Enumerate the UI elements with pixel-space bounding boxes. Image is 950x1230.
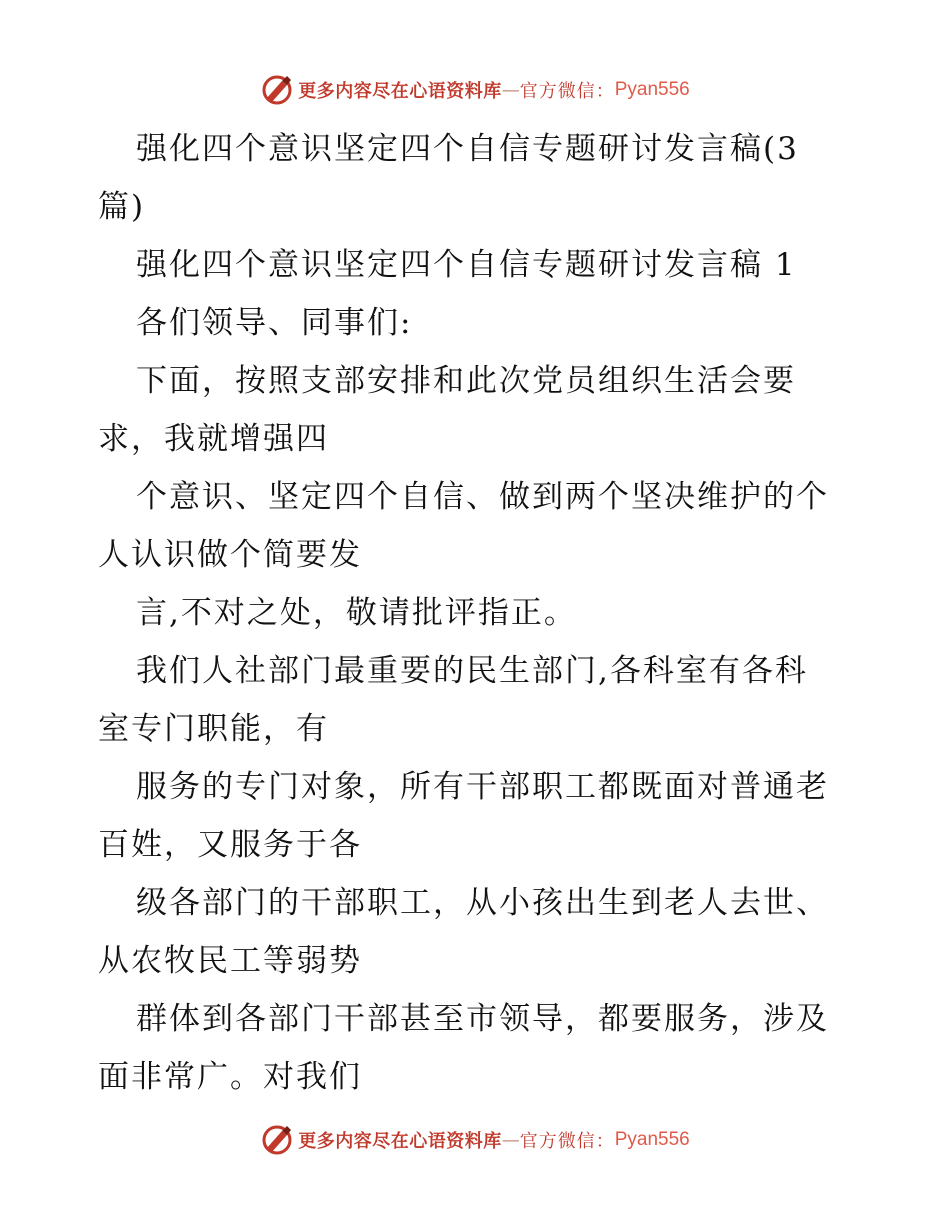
- pen-logo-icon: [260, 73, 294, 107]
- body-line: 百姓，又服务于各: [98, 827, 362, 863]
- body-line: 从农牧民工等弱势: [98, 943, 362, 979]
- pen-logo-icon: [260, 1123, 294, 1157]
- banner-site-text: 更多内容尽在心语资料库: [298, 1131, 502, 1152]
- body-line: 室专门职能，有: [98, 711, 329, 747]
- banner-wechat-id: Pyan556: [614, 79, 690, 100]
- body-line: 言,不对之处，敬请批评指正。: [136, 595, 577, 631]
- title-line: 强化四个意识坚定四个自信专题研讨发言稿(3: [136, 131, 799, 167]
- document-body: [98, 120, 858, 1106]
- footer-banner: [0, 1120, 950, 1160]
- banner-wechat-label: 官方微信：: [519, 81, 615, 102]
- body-line: 下面，按照支部安排和此次党员组织生活会要: [136, 363, 796, 399]
- body-line: 群体到各部门干部甚至市领导，都要服务，涉及: [136, 1001, 829, 1037]
- banner-separator: —: [501, 1129, 520, 1151]
- banner-separator: —: [501, 79, 520, 101]
- body-line: 个意识、坚定四个自信、做到两个坚决维护的个: [136, 479, 829, 515]
- body-line: 人认识做个简要发: [98, 537, 362, 573]
- title-line-cont: 篇): [98, 189, 146, 225]
- body-line: 面非常广。对我们: [98, 1059, 362, 1095]
- subtitle-line: 强化四个意识坚定四个自信专题研讨发言稿 1: [136, 247, 797, 283]
- header-banner: [0, 70, 950, 110]
- banner-wechat-id: Pyan556: [614, 1129, 690, 1150]
- banner-wechat-label: 官方微信：: [519, 1131, 615, 1152]
- body-line: 服务的专门对象，所有干部职工都既面对普通老: [136, 769, 829, 805]
- body-line: 求，我就增强四: [98, 421, 329, 457]
- body-line: 我们人社部门最重要的民生部门,各科室有各科: [136, 653, 808, 689]
- body-line: 级各部门的干部职工，从小孩出生到老人去世、: [136, 885, 829, 921]
- salutation-line: 各们领导、同事们:: [136, 305, 413, 341]
- banner-site-text: 更多内容尽在心语资料库: [298, 81, 502, 102]
